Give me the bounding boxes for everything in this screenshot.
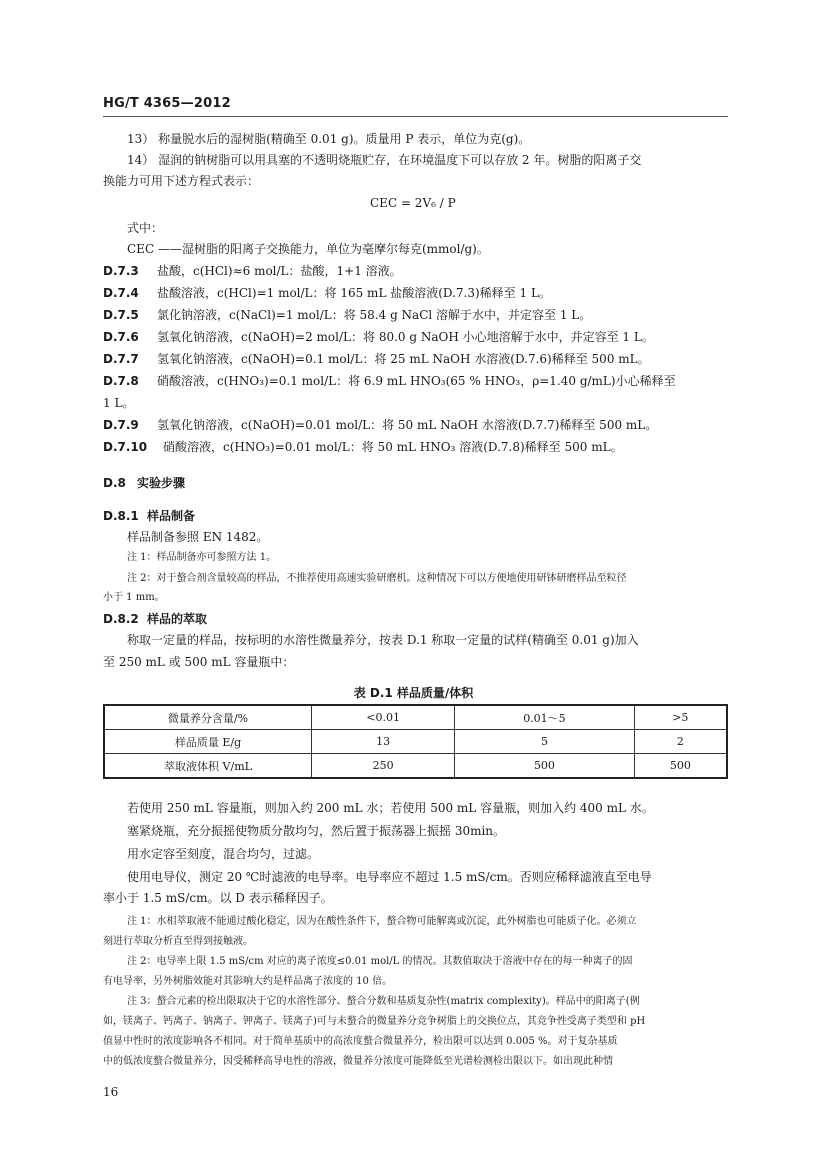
post-table-line: 使用电导仪，测定 20 ℃时滤液的电导率。电导率应不超过 1.5 mS/cm。否则应稀释滤液直至电导 <box>127 870 652 884</box>
table-cell: 5 <box>455 730 634 754</box>
d82-text: 称取一定量的样品，按标明的水溶性微量养分，按表 D.1 称取一定量的试样(精确至 0.01 g)加入 <box>127 633 639 647</box>
formula-where: 式中： <box>127 221 164 235</box>
reagent-text: 盐酸，c(HCl)≈6 mol/L：盐酸，1+1 溶液。 <box>157 264 402 278</box>
reagent-text: 氢氧化钠溶液，c(NaOH)=0.1 mol/L：将 25 mL NaOH 水溶液(D.7.6)稀释至 500 mL。 <box>157 352 650 366</box>
reagent-d79 <box>103 417 657 433</box>
post-table-line: 塞紧烧瓶，充分振摇使物质分散均匀，然后置于振荡器上振摇 30min。 <box>127 824 506 838</box>
table-title: 表 D.1 样品质量/体积 <box>353 686 474 700</box>
d81-text: 样品制备参照 EN 1482。 <box>127 530 269 544</box>
reagent-d74 <box>103 285 551 301</box>
table-cell: 2 <box>634 730 727 754</box>
table-cell: 微量养分含量/% <box>104 705 312 730</box>
table-cell: <0.01 <box>312 705 455 730</box>
end-note-line: 刻进行萃取分析直至得到接触液。 <box>103 936 253 947</box>
reagent-number: D.7.5 <box>103 308 139 322</box>
table-row <box>104 730 727 754</box>
sample-mass-table <box>103 704 728 779</box>
page-number: 16 <box>103 1085 119 1099</box>
item-text: 称量脱水后的湿树脂(精确至 0.01 g)。质量用 P 表示，单位为克(g)。 <box>158 132 531 146</box>
table-row <box>104 705 727 730</box>
section-number: D.8 <box>103 476 126 490</box>
reagent-d73 <box>103 263 402 279</box>
end-note-line: 值显中性时的浓度影响各不相同。对于简单基质中的高浓度螯合微量养分，检出限可以达到 0.005 %。对于复杂基质 <box>103 1036 618 1047</box>
d81-note-2-continued: 小于 1 mm。 <box>103 592 165 603</box>
reagent-number: D.7.9 <box>103 418 139 432</box>
table-cell: 13 <box>312 730 455 754</box>
reagent-d77 <box>103 351 650 367</box>
reagent-text: 氢氧化钠溶液，c(NaOH)=0.01 mol/L：将 50 mL NaOH 水溶液(D.7.7)稀释至 500 mL。 <box>157 418 658 432</box>
d82-text-continued: 至 250 mL 或 500 mL 容量瓶中： <box>103 655 295 669</box>
reagent-text: 硝酸溶液，c(HNO₃)=0.01 mol/L：将 50 mL HNO₃ 溶液(D.7.8)稀释至 500 mL。 <box>163 440 623 454</box>
reagent-text: 硝酸溶液，c(HNO₃)=0.1 mol/L：将 6.9 mL HNO₃(65 % HNO₃，ρ=1.40 g/mL)小心稀释至 <box>157 374 676 388</box>
end-note-line: 有电导率，另外树脂效能对其影响大约是样品离子浓度的 10 倍。 <box>103 976 393 987</box>
d81-note-1: 注 1：样品制备亦可参照方法 1。 <box>127 552 277 563</box>
end-note-line: 中的低浓度螯合微量养分，因受稀释高导电性的溶液，微量养分浓度可能降低至光谱检测检出限以下。如出现此种情 <box>103 1056 613 1067</box>
post-table-line: 若使用 250 mL 容量瓶，则加入约 200 mL 水；若使用 500 mL 容量瓶，则加入约 400 mL 水。 <box>127 801 654 815</box>
item-text: 湿润的钠树脂可以用具塞的不透明烧瓶贮存，在环境温度下可以存放 2 年。树脂的阳离子交 <box>158 153 642 167</box>
table-cell: 500 <box>455 754 634 779</box>
d81-note-2: 注 2：对于螯合剂含量较高的样品，不推荐使用高速实验研磨机。这种情况下可以方便地使用研钵研磨样品至粒径 <box>127 573 627 584</box>
end-note-line: 注 3：螯合元素的检出限取决于它的水溶性部分、螯合分数和基质复杂性(matrix complexity)。样品中的阳离子(例 <box>127 996 640 1007</box>
reagent-text: 氯化钠溶液，c(NaCl)=1 mol/L：将 58.4 g NaCl 溶解于水中，并定容至 1 L。 <box>157 308 592 322</box>
reagent-d76 <box>103 329 654 345</box>
section-title: 样品制备 <box>147 509 196 523</box>
table-cell: 样品质量 E/g <box>104 730 312 754</box>
section-number: D.8.1 <box>103 509 139 523</box>
reagent-number: D.7.4 <box>103 286 139 300</box>
reagent-number: D.7.7 <box>103 352 139 366</box>
reagent-number: D.7.8 <box>103 374 139 388</box>
reagent-d75 <box>103 307 591 323</box>
reagent-number: D.7.3 <box>103 264 139 278</box>
post-table-line: 用水定容至刻度，混合均匀，过滤。 <box>127 847 320 861</box>
reagent-text: 氢氧化钠溶液，c(NaOH)=2 mol/L：将 80.0 g NaOH 小心地溶解于水中，并定容至 1 L。 <box>157 330 654 344</box>
reagent-number: D.7.6 <box>103 330 139 344</box>
section-title: 样品的萃取 <box>147 612 208 626</box>
end-note-line: 如，镁离子、钙离子、钠离子、钾离子、镁离子)可与未螯合的微量养分竞争树脂上的交换位点，其竞争性受离子类型和 pH <box>103 1016 646 1027</box>
end-note-line: 注 1：水相萃取液不能通过酸化稳定，因为在酸性条件下，螯合物可能解离或沉淀，此外树脂也可能质子化。必须立 <box>127 916 637 927</box>
item-14 <box>127 152 641 168</box>
header-rule <box>103 116 728 117</box>
item-label: 13） <box>127 132 155 146</box>
table-cell: 250 <box>312 754 455 779</box>
table-row <box>104 754 727 779</box>
table-cell: 500 <box>634 754 727 779</box>
table-cell: >5 <box>634 705 727 730</box>
section-number: D.8.2 <box>103 612 139 626</box>
table-cell: 萃取液体积 V/mL <box>104 754 312 779</box>
item-14-continued: 换能力可用下述方程式表示： <box>103 174 260 188</box>
end-note-line: 注 2：电导率上限 1.5 mS/cm 对应的离子浓度≤0.01 mol/L 的情况。其数值取决于溶液中存在的每一种离子的固 <box>127 956 633 967</box>
reagent-d78-continued: 1 L。 <box>103 396 135 410</box>
reagent-number: D.7.10 <box>103 440 148 454</box>
reagent-text: 盐酸溶液，c(HCl)=1 mol/L：将 165 mL 盐酸溶液(D.7.3)稀释至 1 L。 <box>157 286 551 300</box>
reagent-d710 <box>103 439 623 455</box>
section-d81-heading <box>103 508 195 524</box>
section-d8-heading <box>103 475 185 491</box>
item-label: 14） <box>127 153 155 167</box>
formula-definition: CEC ——湿树脂的阳离子交换能力，单位为毫摩尔每克(mmol/g)。 <box>127 242 489 256</box>
section-d82-heading <box>103 611 207 627</box>
standard-code: HG/T 4365—2012 <box>103 96 231 111</box>
item-13 <box>127 131 530 147</box>
table-cell: 0.01～5 <box>455 705 634 730</box>
cec-formula: CEC = 2V₆ / P <box>370 196 456 210</box>
section-title: 实验步骤 <box>137 476 186 490</box>
post-table-line: 率小于 1.5 mS/cm。以 D 表示稀释因子。 <box>103 891 333 905</box>
reagent-d78 <box>103 373 676 389</box>
